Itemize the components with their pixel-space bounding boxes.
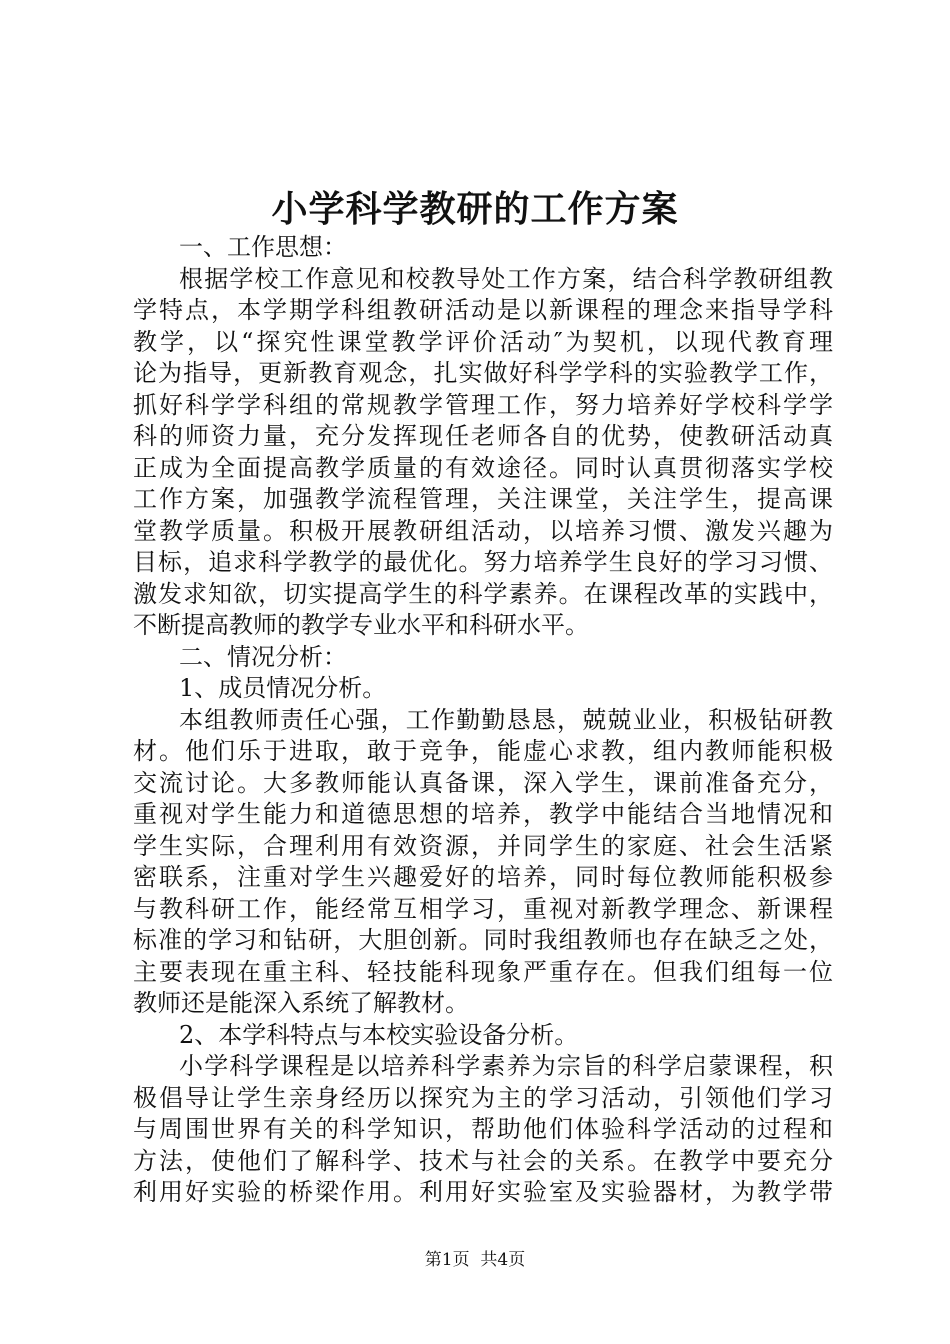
paragraph-line: 小学科学课程是以培养科学素养为宗旨的科学启蒙课程，积 bbox=[179, 1052, 833, 1080]
paragraph-line: 极倡导让学生亲身经历以探究为主的学习活动，引领他们学习 bbox=[133, 1083, 833, 1112]
paragraph-line: 学生实际，合理利用有效资源，并同学生的家庭、社会生活紧 bbox=[133, 831, 833, 860]
paragraph-line: 目标，追求科学教学的最优化。努力培养学生良好的学习习惯、 bbox=[133, 548, 833, 576]
paragraph-line: 抓好科学学科组的常规教学管理工作，努力培养好学校科学学 bbox=[133, 390, 833, 419]
paragraph-line: 教学，以“探究性课堂教学评价活动″为契机，以现代教育理 bbox=[133, 327, 833, 356]
paragraph-line: 不断提高教师的教学专业水平和科研水平。 bbox=[133, 611, 589, 639]
paragraph-line: 主要表现在重主科、轻技能科现象严重存在。但我们组每一位 bbox=[133, 957, 833, 986]
paragraph-line: 材。他们乐于进取，敢于竞争，能虚心求教，组内教师能积极 bbox=[133, 737, 833, 765]
heading-work-ideas: 一、工作思想： bbox=[179, 233, 347, 261]
paragraph-line: 根据学校工作意见和校教导处工作方案，结合科学教研组教 bbox=[179, 264, 833, 293]
paragraph-line: 标准的学习和钻研，大胆创新。同时我组教师也存在缺乏之处， bbox=[133, 926, 833, 954]
paragraph-line: 教师还是能深入系统了解教材。 bbox=[133, 989, 469, 1017]
paragraph-line: 论为指导，更新教育观念，扎实做好科学学科的实验教学工作， bbox=[133, 359, 833, 387]
paragraph-line: 利用好实验的桥梁作用。利用好实验室及实验器材，为教学带 bbox=[133, 1178, 833, 1206]
paragraph-line: 交流讨论。大多教师能认真备课，深入学生，课前准备充分， bbox=[133, 768, 833, 797]
paragraph-line: 与周围世界有关的科学知识，帮助他们体验科学活动的过程和 bbox=[133, 1115, 833, 1143]
heading-situation-analysis: 二、情况分析： bbox=[179, 642, 347, 671]
paragraph-line: 科的师资力量，充分发挥现任老师各自的优势，使教研活动真 bbox=[133, 422, 833, 450]
paragraph-line: 工作方案，加强教学流程管理，关注课堂，关注学生，提高课 bbox=[133, 485, 833, 513]
page-footer bbox=[0, 1250, 950, 1270]
paragraph-line: 学特点，本学期学科组教研活动是以新课程的理念来指导学科 bbox=[133, 296, 833, 324]
paragraph-line: 密联系，注重对学生兴趣爱好的培养，同时每位教师能积极参 bbox=[133, 863, 833, 891]
paragraph-line: 重视对学生能力和道德思想的培养，教学中能结合当地情况和 bbox=[133, 800, 833, 828]
paragraph-line: 方法，使他们了解科学、技术与社会的关系。在教学中要充分 bbox=[133, 1146, 833, 1175]
paragraph-line: 激发求知欲，切实提高学生的科学素养。在课程改革的实践中， bbox=[133, 579, 833, 608]
document-title: 小学科学教研的工作方案 bbox=[271, 188, 679, 230]
paragraph-line: 正成为全面提高教学质量的有效途径。同时认真贯彻落实学校 bbox=[133, 453, 833, 482]
subheading-members: 1、成员情况分析。 bbox=[179, 674, 387, 702]
document-body bbox=[133, 232, 833, 1209]
page-number: 第1页 共4页 bbox=[424, 1250, 526, 1270]
paragraph-line: 本组教师责任心强，工作勤勤恳恳，兢兢业业，积极钻研教 bbox=[179, 705, 833, 734]
subheading-subject-features: 2、本学科特点与本校实验设备分析。 bbox=[179, 1020, 579, 1049]
paragraph-line: 堂教学质量。积极开展教研组活动，以培养习惯、激发兴趣为 bbox=[133, 516, 833, 545]
paragraph-line: 与教科研工作，能经常互相学习，重视对新教学理念、新课程 bbox=[133, 894, 833, 923]
